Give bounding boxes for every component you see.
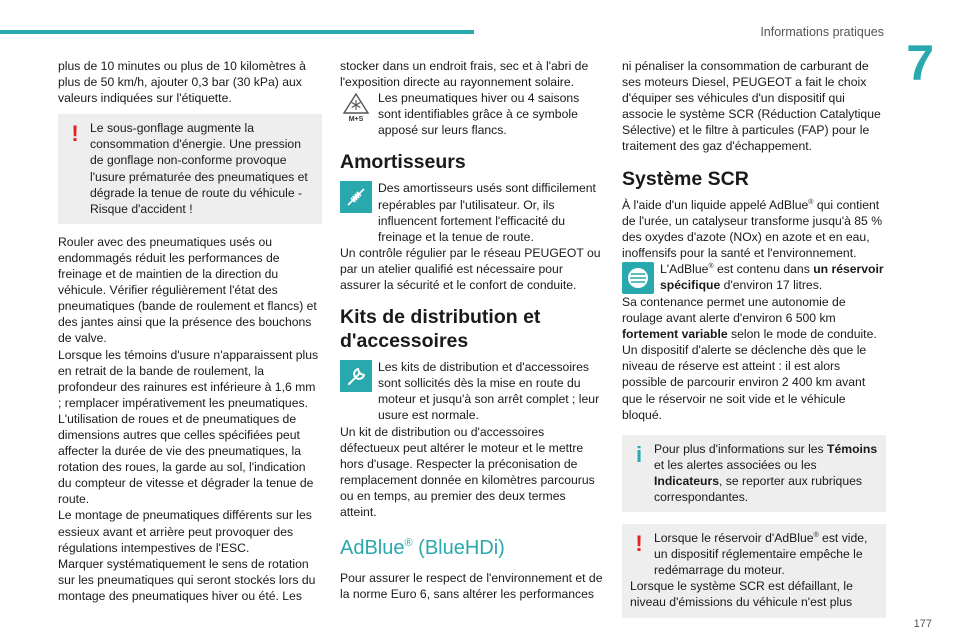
tank-text-1: L'AdBlue bbox=[660, 261, 709, 276]
tank-bold: un réservoir spécifique bbox=[660, 261, 884, 293]
paragraph-capacity bbox=[622, 294, 886, 342]
registered-mark: ® bbox=[813, 532, 819, 540]
info-text-1: Pour plus d'informations sur les bbox=[654, 441, 828, 456]
heading-adblue-tail: (BlueHDi) bbox=[412, 537, 505, 560]
tank-text-2: est contenu dans bbox=[713, 261, 814, 276]
kits-line bbox=[340, 359, 604, 423]
page-header-title: Informations pratiques bbox=[760, 25, 884, 39]
paragraph-shocks-a: Des amortisseurs usés sont difficilement repérables par l'utilisateur. Or, ils influencent fortement l'efficacité du freinage et la tenue de route. bbox=[378, 181, 596, 244]
tank-text-3: d'environ 17 litres. bbox=[720, 278, 823, 293]
capacity-text-2: selon le mode de conduite. bbox=[727, 327, 877, 342]
paragraph-kits-b: Un kit de distribution ou d'accessoires défectueux peut altérer le moteur et le mettre hors d'usage. Respecter la préconisation de remplacement donnée en kilomètres parcourus ou en temps, au premier des deux termes atteint. bbox=[340, 424, 595, 519]
tire-icon-label: M+S bbox=[348, 116, 364, 124]
scr-text-2: qui contient de l'urée, un catalyseur transforme jusqu'à 85 % des oxydes d'azote (NOx) en azote et en eau, inoffensifs pour la santé et l'environnement. bbox=[622, 197, 883, 260]
warning-text: Le sous-gonflage augmente la consommation d'énergie. Une pression de gonflage non-conforme provoque l'usure prématurée des pneumatiques et dégrade la tenue de route du véhicule - Risque d'accident ! bbox=[90, 121, 308, 216]
scr-text-1: À l'aide d'un liquide appelé AdBlue bbox=[622, 197, 809, 212]
shocks-line bbox=[340, 180, 604, 244]
adblue-tank-icon bbox=[622, 262, 654, 294]
paragraph-kits-a: Les kits de distribution et d'accessoires sont sollicités dès la mise en route du moteur et jusqu'à son arrêt complet ; leur usure est normale. bbox=[378, 360, 600, 423]
snowflake-ms-icon bbox=[340, 91, 372, 123]
paragraph-scr bbox=[622, 197, 886, 261]
adblue-tank-line bbox=[622, 261, 886, 294]
info-text-3: , se reporter aux rubriques correspondantes. bbox=[654, 473, 862, 504]
heading-distribution-kits: Kits de distribution et d'accessoires bbox=[340, 306, 541, 353]
paragraph-adblue: Pour assurer le respect de l'environnement et de la norme Euro 6, sans altérer les performances bbox=[340, 571, 603, 602]
capacity-bold: fortement variable bbox=[622, 327, 728, 342]
warning-adblue-text bbox=[630, 530, 878, 578]
shock-absorber-icon bbox=[340, 181, 372, 213]
paragraph-axles: Le montage de pneumatiques différents sur les essieux avant et arrière peut provoquer des régulations intempestives de l'ESC. bbox=[58, 508, 312, 555]
column-1 bbox=[58, 58, 322, 604]
column-3 bbox=[622, 58, 886, 628]
paragraph-rotation: Marquer systématiquement le sens de rotation sur les pneumatiques qui seront stockés lors du montage des pneumatiques hiver ou été. Les bbox=[58, 556, 316, 603]
column-2 bbox=[340, 58, 604, 602]
registered-mark: ® bbox=[708, 262, 714, 270]
heading-shock-absorbers: Amortisseurs bbox=[340, 151, 466, 174]
info-text bbox=[630, 441, 878, 505]
heading-adblue-registered: ® bbox=[404, 537, 413, 550]
info-box-indicators bbox=[622, 435, 886, 512]
paragraph-worn-tires: Rouler avec des pneumatiques usés ou endommagés réduit les performances de freinage et de maintien de la direction du véhicule. Vérifier régulièrement l'état des pneumatiques (bande de roulement et flancs) et des jantes ainsi que la présence des bouchons de valve. bbox=[58, 234, 317, 346]
paragraph-storage: stocker dans un endroit frais, sec et à l'abri de l'exposition directe au rayonnement solaire. bbox=[340, 59, 589, 90]
heading-adblue-main: AdBlue bbox=[340, 537, 405, 560]
warn-text-1: Lorsque le réservoir d'AdBlue bbox=[654, 531, 814, 546]
page-number: 177 bbox=[913, 617, 932, 630]
paragraph-shocks-b: Un contrôle régulier par le réseau PEUGEOT ou par un atelier qualifié est nécessaire pour assurer la sécurité et le confort de conduite. bbox=[340, 245, 601, 293]
paragraph-dimensions: L'utilisation de roues et de pneumatiques de dimensions autres que celles spécifiées peut affecter la durée de vie des pneumatiques, la rotation des roues, la garde au sol, l'indication du compteur de vitesse et dégrader la tenue de route. bbox=[58, 411, 314, 507]
paragraph-wear-indicators: Lorsque les témoins d'usure n'apparaissent plus en retrait de la bande de roulement, la profondeur des rainures est inférieure à 1,6 mm ; remplacer impérativement les pneumatiques. bbox=[58, 347, 319, 410]
heading-scr-system: Système SCR bbox=[622, 167, 749, 190]
registered-mark: ® bbox=[808, 198, 814, 206]
paragraph-tank bbox=[660, 261, 886, 294]
wrench-icon bbox=[340, 360, 372, 392]
info-text-2: et les alertes associées ou les bbox=[654, 457, 817, 472]
winter-tire-line bbox=[340, 90, 604, 138]
warn-text-2: est vide, un dispositif réglementaire empêche le redémarrage du moteur. bbox=[654, 531, 868, 578]
heading-adblue bbox=[340, 536, 604, 560]
warning-scr-text: Lorsque le système SCR est défaillant, le niveau d'émissions du véhicule n'est plus bbox=[630, 579, 853, 610]
info-icon: i bbox=[635, 441, 643, 467]
warning-box-underinflation bbox=[58, 114, 322, 224]
paragraph-alert: Un dispositif d'alerte se déclenche dès que le niveau de réserve est atteint : il est alors possible de parcourir environ 2 400 km avant que le réservoir ne soit vide et le véhicule bloqué. bbox=[622, 343, 867, 422]
paragraph-winter-tires: Les pneumatiques hiver ou 4 saisons sont identifiables grâce à ce symbole apposé sur leurs flancs. bbox=[378, 91, 580, 138]
warning-box-adblue-empty bbox=[622, 524, 886, 617]
paragraph-pressure: plus de 10 minutes ou plus de 10 kilomètres à plus de 50 km/h, ajouter 0,3 bar (30 kPa) aux valeurs indiquées sur l'étiquette. bbox=[58, 59, 306, 106]
info-bold-indicateurs: Indicateurs bbox=[654, 473, 720, 488]
info-bold-temoins: Témoins bbox=[827, 441, 878, 456]
header-accent-bar bbox=[0, 30, 474, 34]
capacity-text-1: Sa contenance permet une autonomie de roulage avant alerte d'environ 6 500 km bbox=[622, 294, 846, 326]
warning-icon: ! bbox=[635, 531, 643, 557]
chapter-number: 7 bbox=[906, 35, 934, 91]
warning-icon: ! bbox=[71, 121, 79, 147]
paragraph-diesel: ni pénaliser la consommation de carburant de ses moteurs Diesel, PEUGEOT a fait le choix d'équiper ses véhicules d'un dispositif qui associe le système SCR (Réduction Catalytique Sélective) et le filtre à particules (FAP) pour le traitement des gaz d'échappement. bbox=[622, 59, 881, 154]
